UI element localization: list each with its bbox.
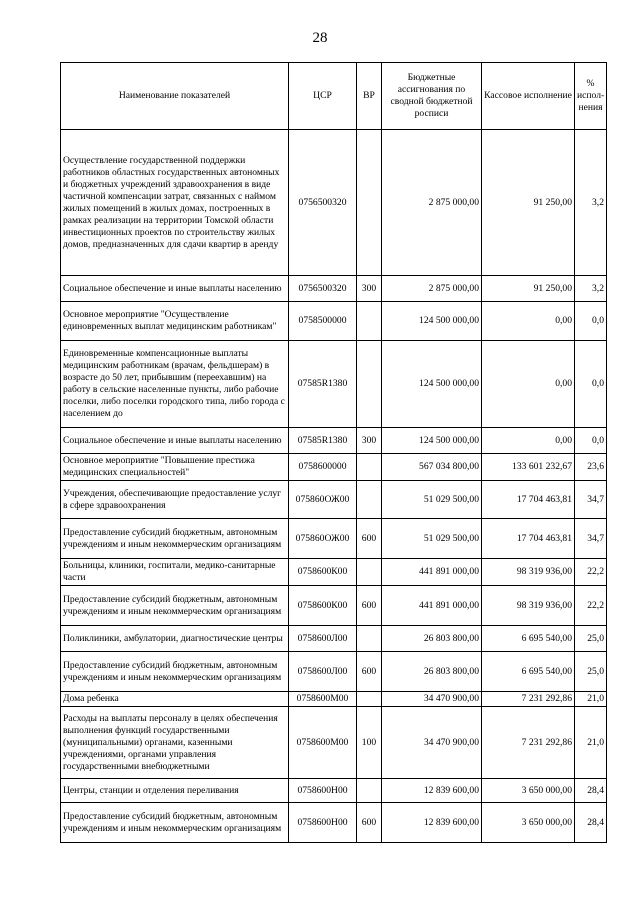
cell-vr [357,559,382,586]
cell-csr: 0758600К00 [289,559,357,586]
cell-name: Осуществление государственной поддержки работников областных государственных автономных и бюджетных учреждений здравоохранения в виде частичной компенсации затрат, связанных с наймом жилых помещений в жилых домах, построенных в рамках реализации на территории Томской области инвестиционных проектов по строительству жилых домов, предназначенных для сдачи квартир в аренду [61,130,289,276]
budget-table [60,62,607,843]
cell-csr: 0756500320 [289,276,357,302]
cell-cash: 6 695 540,00 [482,626,575,652]
cell-cash: 98 319 936,00 [482,586,575,626]
cell-csr: 0758600Л00 [289,626,357,652]
cell-vr [357,454,382,481]
cell-budget: 124 500 000,00 [382,341,482,428]
cell-cash: 17 704 463,81 [482,481,575,519]
cell-cash: 7 231 292,86 [482,707,575,779]
cell-name: Социальное обеспечение и иные выплаты населению [61,428,289,454]
cell-csr: 0758600Н00 [289,803,357,843]
cell-csr: 0758600К00 [289,586,357,626]
cell-pct: 0,0 [575,302,607,341]
cell-vr: 600 [357,519,382,559]
table-row [61,692,607,707]
cell-csr: 07585R1380 [289,341,357,428]
cell-cash: 0,00 [482,302,575,341]
table-row [61,559,607,586]
cell-cash: 133 601 232,67 [482,454,575,481]
cell-pct: 28,4 [575,779,607,803]
cell-budget: 26 803 800,00 [382,626,482,652]
cell-budget: 34 470 900,00 [382,692,482,707]
cell-vr [357,481,382,519]
cell-cash: 91 250,00 [482,276,575,302]
cell-pct: 25,0 [575,652,607,692]
cell-vr: 600 [357,586,382,626]
cell-budget: 12 839 600,00 [382,803,482,843]
cell-name: Расходы на выплаты персоналу в целях обеспечения выполнения функций государственными (муниципальными) органами, казенными учреждениями, органами управления государственными внебюджетными [61,707,289,779]
table-row [61,779,607,803]
cell-budget: 12 839 600,00 [382,779,482,803]
cell-pct: 3,2 [575,276,607,302]
table-row [61,428,607,454]
cell-pct: 22,2 [575,559,607,586]
table-row [61,130,607,276]
cell-pct: 34,7 [575,481,607,519]
cell-pct: 23,6 [575,454,607,481]
cell-name: Поликлиники, амбулатории, диагностические центры [61,626,289,652]
cell-vr [357,779,382,803]
cell-pct: 0,0 [575,428,607,454]
cell-name: Предоставление субсидий бюджетным, автономным учреждениям и иным некоммерческим организациям [61,519,289,559]
cell-csr: 0758600Л00 [289,652,357,692]
cell-pct: 22,2 [575,586,607,626]
cell-budget: 2 875 000,00 [382,130,482,276]
cell-name: Предоставление субсидий бюджетным, автономным учреждениям и иным некоммерческим организациям [61,586,289,626]
cell-name: Социальное обеспечение и иные выплаты населению [61,276,289,302]
cell-pct: 34,7 [575,519,607,559]
header-vr: ВР [357,63,382,130]
cell-name: Учреждения, обеспечивающие предоставление услуг в сфере здравоохранения [61,481,289,519]
page-number: 28 [312,30,328,46]
table-row [61,481,607,519]
cell-csr: 0758600000 [289,454,357,481]
cell-cash: 0,00 [482,341,575,428]
cell-vr: 100 [357,707,382,779]
cell-cash: 17 704 463,81 [482,519,575,559]
cell-name: Предоставление субсидий бюджетным, автономным учреждениям и иным некоммерческим организациям [61,803,289,843]
cell-csr: 075860ОЖ00 [289,481,357,519]
cell-name: Центры, станции и отделения переливания [61,779,289,803]
table-row [61,803,607,843]
cell-cash: 91 250,00 [482,130,575,276]
cell-csr: 0758600М00 [289,707,357,779]
table-row [61,519,607,559]
header-name: Наименование показателей [61,63,289,130]
cell-csr: 07585R1380 [289,428,357,454]
cell-budget: 2 875 000,00 [382,276,482,302]
header-csr: ЦСР [289,63,357,130]
cell-name: Единовременные компенсационные выплаты медицинским работникам (врачам, фельдшерам) в возрасте до 50 лет, прибывшим (переехавшим) на работу в сельские населенные пункты, либо рабочие поселки, либо поселки городского типа, либо города с населением до [61,341,289,428]
cell-cash: 98 319 936,00 [482,559,575,586]
cell-vr [357,341,382,428]
cell-budget: 124 500 000,00 [382,302,482,341]
table-row [61,454,607,481]
cell-budget: 441 891 000,00 [382,559,482,586]
table-row [61,652,607,692]
header-budget: Бюджетные ассигнования по сводной бюджетной росписи [382,63,482,130]
cell-name: Предоставление субсидий бюджетным, автономным учреждениям и иным некоммерческим организациям [61,652,289,692]
cell-csr: 0758500000 [289,302,357,341]
cell-cash: 0,00 [482,428,575,454]
cell-pct: 25,0 [575,626,607,652]
table-row [61,626,607,652]
cell-budget: 567 034 800,00 [382,454,482,481]
cell-cash: 3 650 000,00 [482,803,575,843]
cell-pct: 3,2 [575,130,607,276]
cell-budget: 34 470 900,00 [382,707,482,779]
table-row [61,586,607,626]
cell-pct: 21,0 [575,707,607,779]
cell-vr: 600 [357,652,382,692]
cell-vr: 300 [357,428,382,454]
cell-budget: 51 029 500,00 [382,481,482,519]
table-row [61,341,607,428]
cell-cash: 7 231 292,86 [482,692,575,707]
table-header-row [61,63,607,130]
cell-pct: 28,4 [575,803,607,843]
cell-csr: 0758600М00 [289,692,357,707]
table-row [61,707,607,779]
header-pct: % испол-нения [575,63,607,130]
cell-vr [357,692,382,707]
cell-name: Основное мероприятие "Повышение престижа медицинских специальностей" [61,454,289,481]
cell-csr: 075860ОЖ00 [289,519,357,559]
cell-name: Дома ребенка [61,692,289,707]
cell-pct: 0,0 [575,341,607,428]
cell-vr [357,302,382,341]
cell-name: Основное мероприятие "Осуществление единовременных выплат медицинским работникам" [61,302,289,341]
cell-budget: 124 500 000,00 [382,428,482,454]
cell-name: Больницы, клиники, госпитали, медико-санитарные части [61,559,289,586]
cell-cash: 6 695 540,00 [482,652,575,692]
cell-budget: 51 029 500,00 [382,519,482,559]
cell-vr: 600 [357,803,382,843]
cell-vr: 300 [357,276,382,302]
cell-budget: 26 803 800,00 [382,652,482,692]
header-cash: Кассовое исполнение [482,63,575,130]
cell-vr [357,130,382,276]
table-row [61,302,607,341]
cell-budget: 441 891 000,00 [382,586,482,626]
table-row [61,276,607,302]
cell-csr: 0756500320 [289,130,357,276]
cell-pct: 21,0 [575,692,607,707]
cell-cash: 3 650 000,00 [482,779,575,803]
cell-vr [357,626,382,652]
cell-csr: 0758600Н00 [289,779,357,803]
